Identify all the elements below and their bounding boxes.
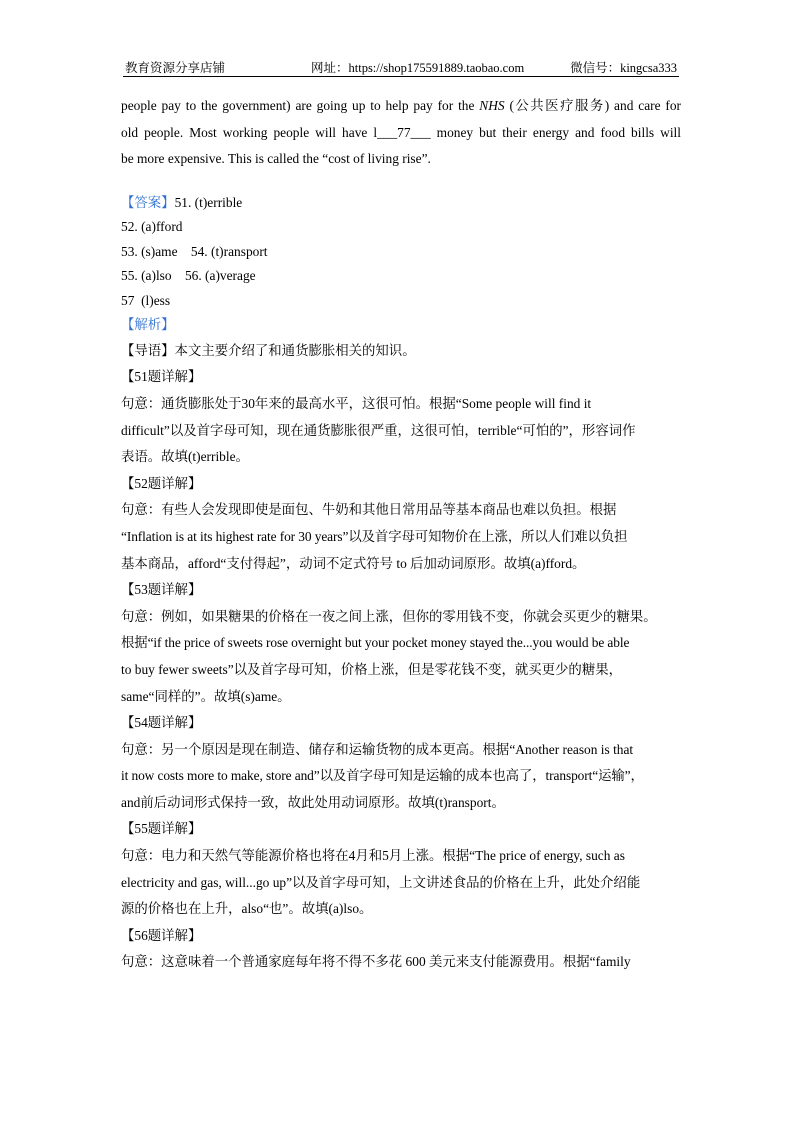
analysis-line: and前后动词形式保持一致，故此处用动词原形。故填(t)ransport。 [121,794,505,810]
analysis-line: 句意：通货膨胀处于30年来的最高水平，这很可怕。根据“Some people will find it [121,395,592,411]
passage-line-1: people pay to the government) are going up to help pay for the NHS (公共医疗服务) and care for [121,98,681,113]
question-heading: 【55题详解】 [121,821,202,837]
question-heading: 【56题详解】 [121,927,202,943]
spacer [121,173,681,191]
analysis-line: difficult”以及首字母可知，现在通货膨胀很严重，这很可怕，terrible“可怕的”，形容词作 [121,422,636,438]
passage-line-2: old people. Most working people will have l___77___ money but their energy and food bills will [121,124,681,140]
question-heading: 【54题详解】 [121,715,202,731]
analysis-label: 【解析】 [121,317,175,333]
answer-line: 55. (a)lso 56. (a)verage [121,268,256,284]
analysis-line: same“同样的”。故填(s)ame。 [121,688,291,704]
analysis-line: 表语。故填(t)errible。 [121,449,249,465]
analysis-line: it now costs more to make, store and”以及首字母可知是运输的成本也高了，transport“运输”， [121,768,644,784]
header-url: 网址：https://shop175591889.taobao.com [311,61,525,75]
analysis-line: 源的价格也在上升，also“也”。故填(a)lso。 [121,901,373,917]
analysis-line: 句意：这意味着一个普通家庭每年将不得不多花 600 美元来支付能源费用。根据“family [121,954,631,970]
question-heading: 【51题详解】 [121,369,202,385]
answer-line: 53. (s)ame 54. (t)ransport [121,243,268,259]
nhs-term: NHS [479,98,505,113]
analysis-line: to buy fewer sweets”以及首字母可知，价格上涨，但是零花钱不变，就买更少的糖果， [121,661,622,677]
header-wechat: 微信号：kingcsa333 [570,61,677,75]
header-shop-name: 教育资源分享店铺 [125,61,226,75]
answer-line: 52. (a)fford [121,219,183,235]
answer-label: 【答案】 [121,194,175,210]
analysis-line: 句意：有些人会发现即使是面包、牛奶和其他日常用品等基本商品也难以负担。根据 [121,502,617,518]
document-body [121,93,681,976]
passage-line-3: be more expensive. This is called the “cost of living rise”. [121,151,431,167]
analysis-line: 【导语】本文主要介绍了和通货膨胀相关的知识。 [121,342,416,358]
analysis-line: 句意：例如，如果糖果的价格在一夜之间上涨，但你的零用钱不变，你就会买更少的糖果。 [121,608,657,624]
analysis-line: 句意：电力和天然气等能源价格也将在4月和5月上涨。根据“The price of energy, such as [121,848,625,864]
analysis-line: “Inflation is at its highest rate for 30 years”以及首字母可知物价在上涨，所以人们难以负担 [121,528,628,544]
page-header [123,56,679,77]
question-heading: 【52题详解】 [121,475,202,491]
question-heading: 【53题详解】 [121,582,202,598]
answer-first-line: 【答案】51. (t)errible [121,194,243,210]
analysis-line: 基本商品，afford“支付得起”，动词不定式符号 to 后加动词原形。故填(a)fford。 [121,555,586,571]
analysis-line: 句意：另一个原因是现在制造、储存和运输货物的成本更高。根据“Another reason is that [121,741,634,757]
analysis-line: electricity and gas, will...go up”以及首字母可知，上文讲述食品的价格在上升，此处介绍能 [121,874,641,890]
answer-line: 57 (l)ess [121,292,171,308]
analysis-line: 根据“if the price of sweets rose overnight but your pocket money stayed the...you would be able [121,635,630,651]
